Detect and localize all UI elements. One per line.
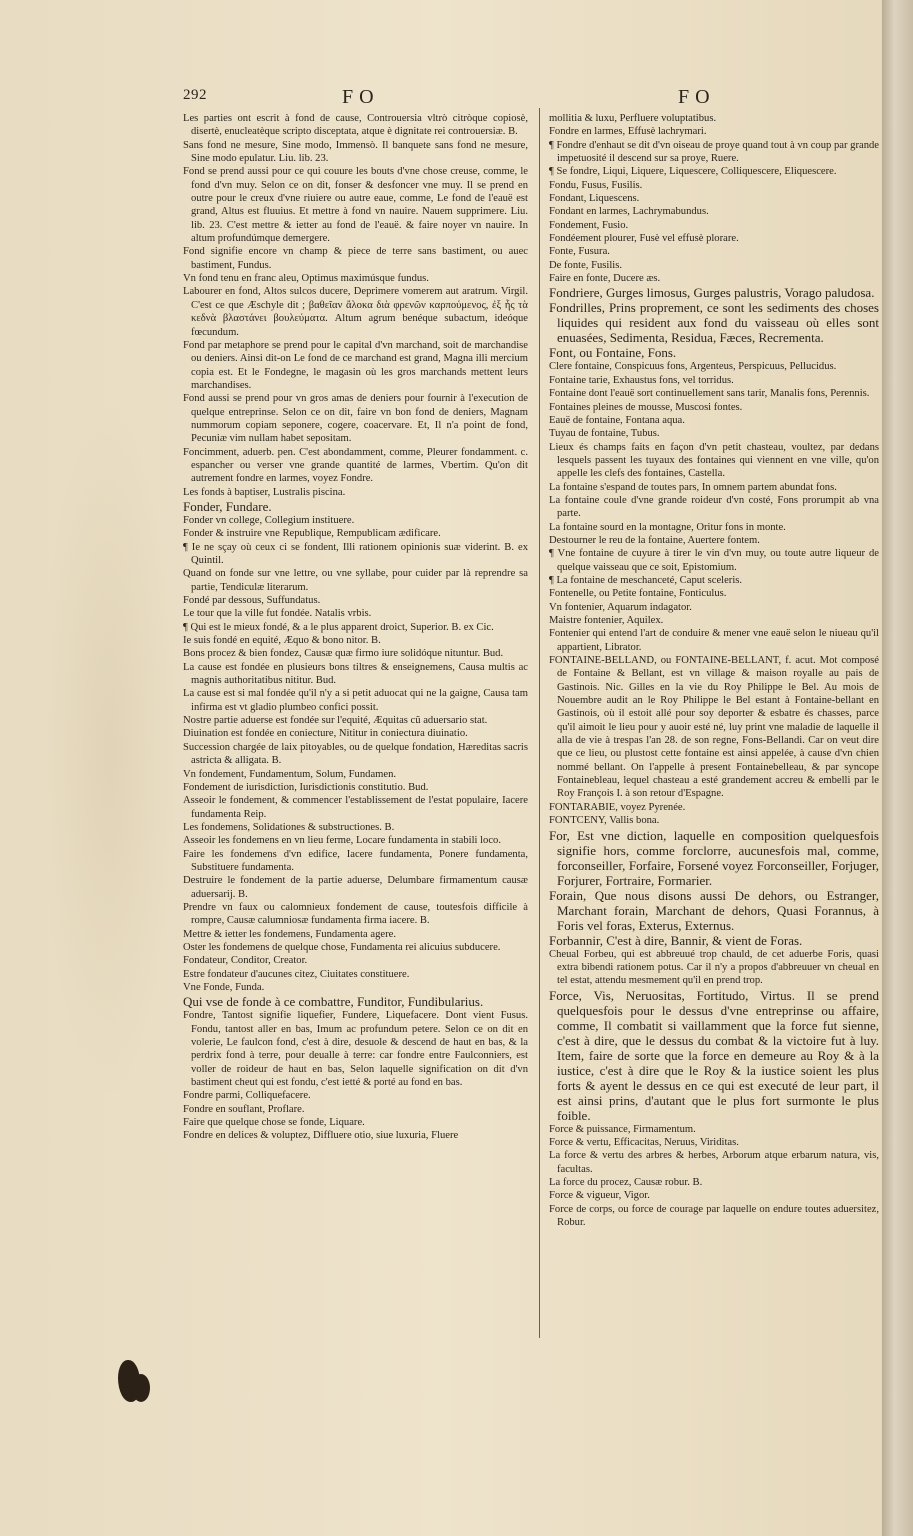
dictionary-entry: Force & vertu, Efficacitas, Neruus, Viriditas. — [549, 1136, 739, 1148]
dictionary-entry: La fontaine coule d'vne grande roideur d'vn costé, Fons prorumpit ab vna parte. — [549, 494, 879, 520]
dictionary-entry: Fontenier qui entend l'art de conduire & mener vne eauë selon le niueau qu'il appartient, Librator. — [549, 628, 879, 653]
dictionary-entry: Oster les fondemens de quelque chose, Fundamenta rei alicuius subducere. — [183, 941, 501, 953]
dictionary-entry: Labourer en fond, Altos sulcos ducere, Deprimere vomerem aut aratrum. Virgil. C'est ce que Æschyle dit ; βαθεῖαν ἄλοκα διὰ φρενῶν καρπούμενος, ἐξ ἧς τὰ κεδνὰ βλαστάνει βουλεύματα. Altum agrum benéque subactum, ideóque fœcundum. — [183, 286, 528, 338]
dictionary-entry: Diuination est fondée en coniecture, Nititur in coniectura diuinatio. — [183, 728, 468, 740]
dictionary-entry: FONTARABIE, voyez Pyrenée. — [549, 801, 686, 813]
dictionary-entry: Fontaine tarie, Exhaustus fons, vel torridus. — [549, 374, 734, 386]
dictionary-entry: Cheual Forbeu, qui est abbreuué trop chauld, de cet aduerbe Foris, quasi extra bibendi rationem potus. Car il n'y a propos d'abbreuuer vn cheual en tel estat, attendu mesmement qu'il en prend trop. — [549, 948, 879, 987]
page-number: 292 — [183, 87, 207, 103]
dictionary-entry: Le tour que la ville fut fondée. Natalis vrbis. — [183, 608, 372, 620]
dictionary-entry: Qui vse de fonde à ce combattre, Funditor, Fundibularius. — [183, 994, 484, 1010]
dictionary-entry: Fondre en larmes, Effusè lachrymari. — [549, 126, 707, 138]
dictionary-entry: La fontaine s'espand de toutes pars, In omnem partem abundat fons. — [549, 481, 837, 493]
dictionary-entry: Fondre parmi, Colliquefacere. — [183, 1090, 311, 1102]
dictionary-entry: Fonder vn college, Collegium instituere. — [183, 514, 355, 526]
dictionary-entry: Les parties ont escrit à fond de cause, Controuersia vltrò citròque copiosè, disertè, enucleatèque scripto disceptata, atque è dignitate rei controuersiæ. B. — [183, 113, 528, 138]
dictionary-entry: Force, Vis, Neruositas, Fortitudo, Virtus. Il se prend quelquesfois pour le dessus d'vne entreprinse ou affaire, comme, Il combatit si vaillamment que la force fut sienne, c'est à dire, que le dessus du combat & la victoire fut à luy. Item, faire de sorte que la force en demeure au Roy & à la iustice, c'est à dire que le Roy & la iustice soient les plus forts & ayent le dessus en ce qui est executé de leur part, il est ainsi prins, d'autant que le plus fort surmonte le plus foible. — [549, 987, 879, 1123]
right-column — [549, 112, 879, 1229]
dictionary-entry: ¶ Se fondre, Liqui, Liquere, Liquescere, Colliquescere, Eliquescere. — [549, 166, 837, 178]
dictionary-entry: Les fonds à baptiser, Lustralis piscina. — [183, 486, 346, 498]
running-head-right: FO — [678, 86, 716, 108]
dictionary-entry: Quand on fonde sur vne lettre, ou vne syllabe, pour cuider par là reprendre sa partie, Tendiculæ literarum. — [183, 568, 528, 593]
dictionary-entry: Sans fond ne mesure, Sine modo, Immensò. Il banquete sans fond ne mesure, Sine modo epulatur. Liu. lib. 23. — [183, 139, 528, 165]
dictionary-entry: Estre fondateur d'aucunes citez, Ciuitates constituere. — [183, 968, 410, 980]
dictionary-entry: Fondre en souflant, Proflare. — [183, 1103, 305, 1115]
dictionary-entry: Nostre partie aduerse est fondée sur l'equité, Æquitas cũ aduersario stat. — [183, 715, 488, 727]
dictionary-entry: ¶ Qui est le mieux fondé, & a le plus apparent droict, Superior. B. ex Cic. — [183, 621, 494, 633]
dictionary-entry: Fondre, Tantost signifie liquefier, Fundere, Liquefacere. Dont vient Fusus. Fondu, tantost aller en bas, Imum ac profundum petere. Selon ce on dit en volerie, Le faulcon fond, c'est à dire, desuole & descend de haut en bas, & la perdrix fond à terre, pour deualle à terre: car fondre entre Faulconniers, est voller de roideur de haut en bas, Selon laquelle signification on dit d'vn bastiment cheut qui est fondu, c'est ietté & porté au fond en bas. — [183, 1010, 528, 1089]
dictionary-entry: Destourner le reu de la fontaine, Auertere fontem. — [549, 534, 760, 546]
dictionary-entry: ¶ Ie ne sçay où ceux ci se fondent, Illi rationem opinionis suæ viderint. B. ex Quintil. — [183, 541, 528, 566]
dictionary-entry: Eauë de fontaine, Fontana aqua. — [549, 414, 685, 426]
dictionary-entry: Faire que quelque chose se fonde, Liquare. — [183, 1117, 365, 1129]
dictionary-entry: La fontaine sourd en la montagne, Oritur fons in monte. — [549, 521, 786, 533]
dictionary-entry: Foncimment, aduerb. pen. C'est abondamment, comme, Pleurer fondamment. c. espancher ou verser vne grande quantité de larmes, Vbertim. Qu'on dit autrement fondre en larmes, voyez Fondre. — [183, 446, 528, 485]
dictionary-entry: Fondrilles, Prins proprement, ce sont les sediments des choses liquides qui resident aux fond du vaisseau où elles sont enuasées, Sedimenta, Residua, Fæces, Recrementa. — [549, 300, 879, 346]
dictionary-entry: FONTAINE-BELLAND, ou FONTAINE-BELLANT, f. acut. Mot composé de Fontaine & Bellant, est vn village & maison royalle au pais de Gastinois. Nic. Gilles en la vie du Roy Philippe le Bel. Au mois de Nouembre audit an le Roy Philippe le Bel estant à Fontaine-bellant en Gastinois, où il estoit allé pour soy deporter & esbatre és chasses, parce qu'il aimoit le lieu pour y auoir esté né, luy print vne maladie de laquelle il alla de vie à trespas l'an 28. de son regne, Fons-Bellandi. Car on veut dire que ce lieu, ou plustost cette fontaine est ainsi appelée, à cause d'vn chien nommé bellant. On l'appelle à present Fontainebelleau, & par syncope Fontainebleau, lequel chasteau a esté grandement accreu & embelli par le Roy François I. à son retour d'Espagne. — [549, 655, 879, 800]
dictionary-entry: ¶ Vne fontaine de cuyure à tirer le vin d'vn muy, ou toute autre liqueur de quelque vaisseau que ce soit, Epistomium. — [549, 548, 879, 573]
dictionary-entry: ¶ Fondre d'enhaut se dit d'vn oiseau de proye quand tout à vn coup par grande impetuosité il descend sur sa proye, Ruere. — [549, 139, 879, 165]
dictionary-entry: Asseoir les fondemens en vn lieu ferme, Locare fundamenta in stabili loco. — [183, 835, 502, 847]
dictionary-entry: Font, ou Fontaine, Fons. — [549, 345, 677, 361]
dictionary-entry: Maistre fontenier, Aquilex. — [549, 615, 664, 626]
dictionary-entry: Fonder & instruire vne Republique, Rempublicam ædificare. — [183, 528, 441, 540]
dictionary-entry: Fond signifie encore vn champ & piece de terre sans bastiment, ou auec bastiment, Fundus. — [183, 246, 528, 271]
dictionary-entry: Fond se prend aussi pour ce qui couure les bouts d'vne chose creuse, comme, le fond d'vn muy. Selon ce on dit, fonser & desfoncer vne muy. Il se prend en outre pour le creux d'vne riuiere ou autre eaue, comme, Le fond de l'eauë est grand, Altus est fluuius. Et mettre à fond vn nauire. Nauem supprimere. Liu. lib. 23. C'est mettre & ietter au fond de l'eauë. & faire noyer vn nauire. In altum profundúmque demergere. — [183, 166, 528, 245]
dictionary-entry: Fondement, Fusio. — [549, 219, 629, 231]
dictionary-entry: La cause est fondée en plusieurs bons tiltres & enseignemens, Causa multis ac magnis authoritatibus nititur. Bud. — [183, 661, 528, 687]
dictionary-entry: FONTCENY, Vallis bona. — [549, 815, 660, 827]
dictionary-entry: La cause est si mal fondée qu'il n'y a si petit aduocat qui ne la gaigne, Causa tam infirma est vt gladio plumbeo confici possit. — [183, 688, 528, 713]
dictionary-entry: Forain, Que nous disons aussi De dehors, ou Estranger, Marchant forain, Marchant de dehors, Quasi Forannus, à Foris vel foras, Exterus, Externus. — [549, 887, 879, 933]
dictionary-entry: Fonder, Fundare. — [183, 498, 272, 514]
dictionary-entry: Lieux és champs faits en façon d'vn petit chasteau, voultez, par dedans lesquels passent les tuyaux des fontaines qui viennent en vne ville, qu'on appelle les clefs des fontaines, Castella. — [549, 441, 879, 480]
dictionary-entry: Fontaine dont l'eauë sort continuellement sans tarir, Manalis fons, Perennis. — [549, 388, 870, 400]
ink-blot — [132, 1374, 150, 1402]
column-rule — [539, 108, 540, 1338]
dictionary-entry: For, Est vne diction, laquelle en composition quelquesfois signifie hors, comme forclorre, aucunesfois mal, comme, forconseiller, Forfaire, Forsené voyez Forconseiller, Forjuger, Forjurer, Fortraire, Formarier. — [549, 827, 879, 888]
dictionary-entry: Force & puissance, Firmamentum. — [549, 1123, 696, 1135]
dictionary-entry: Fondement de iurisdiction, Iurisdictionis constitutio. Bud. — [183, 781, 429, 793]
dictionary-entry: Ie suis fondé en equité, Æquo & bono nitor. B. — [183, 635, 381, 647]
left-column — [183, 112, 528, 1143]
dictionary-entry: Forbannir, C'est à dire, Bannir, & vient de Foras. — [549, 932, 803, 948]
dictionary-entry: Vn fond tenu en franc aleu, Optimus maximúsque fundus. — [183, 273, 429, 285]
dictionary-entry: Succession chargée de laix pitoyables, ou de quelque fondation, Hæreditas sacris astricta & alligata. B. — [183, 741, 528, 767]
dictionary-entry: La force du procez, Causæ robur. B. — [549, 1176, 703, 1188]
dictionary-entry: Asseoir le fondement, & commencer l'establissement de l'estat populaire, Iacere fundamenta Reip. — [183, 795, 528, 820]
dictionary-entry: Fondé par dessous, Suffundatus. — [183, 595, 321, 607]
dictionary-entry: Faire en fonte, Ducere æs. — [549, 273, 661, 285]
dictionary-entry: Fondant, Liquescens. — [549, 193, 640, 205]
dictionary-entry: Tuyau de fontaine, Tubus. — [549, 428, 660, 440]
dictionary-entry: De fonte, Fusilis. — [549, 259, 622, 271]
dictionary-entry: ¶ La fontaine de meschanceté, Caput sceleris. — [549, 574, 743, 586]
dictionary-entry: Fondateur, Conditor, Creator. — [183, 955, 308, 967]
paper-stain — [40, 400, 180, 1100]
dictionary-entry: La force & vertu des arbres & herbes, Arborum atque erbarum natura, vis, facultas. — [549, 1150, 879, 1175]
dictionary-entry: Mettre & ietter les fondemens, Fundamenta agere. — [183, 928, 396, 940]
dictionary-entry: Les fondemens, Solidationes & substructiones. B. — [183, 821, 395, 833]
dictionary-entry: Fontaines pleines de mousse, Muscosi fontes. — [549, 401, 743, 413]
dictionary-entry: mollitia & luxu, Perfluere voluptatibus. — [549, 113, 717, 124]
dictionary-entry: Faire les fondemens d'vn edifice, Iacere fundamenta, Ponere fundamenta, Substituere fundamenta. — [183, 848, 528, 873]
dictionary-entry: Fond aussi se prend pour vn gros amas de deniers pour fournir à l'execution de quelque entreprinse. Selon ce on dit, faire vn bon fond de deniers, Magnam nummorum copiam seponere, cogere, coacervare. Et, Il n'a point de fond, Pecuniæ vim nullam habet sepositam. — [183, 393, 528, 445]
dictionary-entry: Prendre vn faux ou calomnieux fondement de cause, toutesfois difficile à rompre, Causæ calumniosæ fundamenta firma iacere. B. — [183, 901, 528, 927]
dictionary-entry: Fonte, Fusura. — [549, 246, 610, 258]
dictionary-entry: Vne Fonde, Funda. — [183, 982, 265, 993]
dictionary-entry: Vn fondement, Fundamentum, Solum, Fundamen. — [183, 768, 397, 780]
dictionary-entry: Fontenelle, ou Petite fontaine, Fonticulus. — [549, 588, 727, 600]
dictionary-entry: Fondre en delices & voluptez, Diffluere otio, siue luxuria, Fluere — [183, 1130, 459, 1142]
running-head-left: FO — [342, 86, 380, 108]
dictionary-entry: Force de corps, ou force de courage par laquelle on endure toutes aduersitez, Robur. — [549, 1203, 879, 1228]
dictionary-entry: Force & vigueur, Vigor. — [549, 1190, 650, 1202]
dictionary-entry: Fondu, Fusus, Fusilis. — [549, 179, 643, 191]
dictionary-entry: Clere fontaine, Conspicuus fons, Argenteus, Perspicuus, Pellucidus. — [549, 361, 837, 373]
dictionary-entry: Vn fontenier, Aquarum indagator. — [549, 601, 692, 613]
dictionary-entry: Fondant en larmes, Lachrymabundus. — [549, 206, 709, 218]
dictionary-entry: Bons procez & bien fondez, Causæ quæ firmo iure solidóque nituntur. Bud. — [183, 648, 504, 660]
book-gutter — [882, 0, 913, 1536]
dictionary-entry: Destruire le fondement de la partie aduerse, Delumbare firmamentum causæ aduersarij. B. — [183, 875, 528, 900]
dictionary-entry: Fondriere, Gurges limosus, Gurges palustris, Vorago paludosa. — [549, 285, 875, 301]
dictionary-entry: Fondéement plourer, Fusè vel effusè plorare. — [549, 233, 739, 245]
dictionary-entry: Fond par metaphore se prend pour le capital d'vn marchand, soit de marchandise ou deniers. Ainsi dit-on Le fond de ce marchand est grand, Magna illi mercium copia est. Et le Fondegne, le magasin où les gros marchands mettent leurs marchandises. — [183, 339, 528, 391]
